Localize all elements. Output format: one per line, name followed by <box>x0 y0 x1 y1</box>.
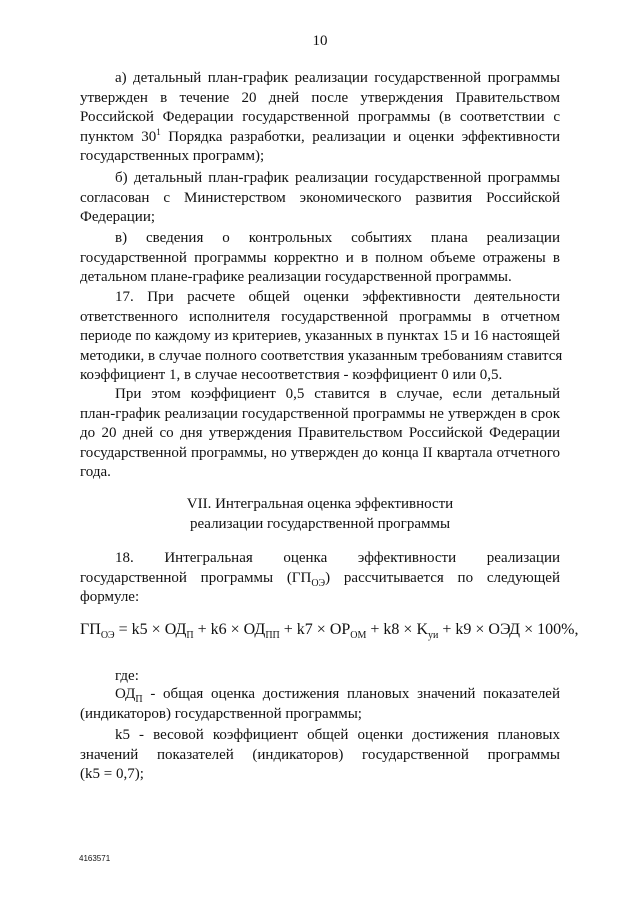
text-line: значений показателей (индикаторов) государственной программы <box>80 746 560 763</box>
text-line: в) сведения о контрольных событиях плана реализации <box>115 230 560 246</box>
subscript: П <box>135 694 143 705</box>
paragraph-a <box>80 69 560 167</box>
subscript: ОЭ <box>311 577 326 589</box>
text-line: периоде по каждому из критериев, указанных в пунктах 15 и 16 настоящей <box>80 328 560 345</box>
text-line: государственной программы корректно и в полном объеме отражены в <box>80 249 560 266</box>
text-line: При этом коэффициент 0,5 ставится в случае, если детальный <box>115 386 560 402</box>
definition-od <box>80 685 560 724</box>
heading-line: реализации государственной программы <box>189 516 451 532</box>
text-line: до 20 дней со дня утверждения Правительством Российской Федерации <box>80 425 560 442</box>
paragraph-v <box>80 229 560 288</box>
paragraph-note <box>80 385 560 483</box>
text-fragment: Порядка разработки, реализации и оценки эффективности <box>160 128 560 145</box>
text-line: методики, в случае полного соответствия указанным требованиям ставится <box>80 347 563 364</box>
text-line: года. <box>80 464 111 481</box>
formula-part: + k8 × K <box>366 621 428 638</box>
paragraph-b <box>80 169 560 228</box>
subscript: П <box>186 630 194 641</box>
where-label: где: <box>115 668 139 684</box>
paragraph-17 <box>80 288 563 386</box>
formula-part: + k6 × ОД <box>193 621 266 638</box>
text-line <box>80 685 560 705</box>
text-line <box>80 128 560 148</box>
subscript: уи <box>428 630 439 641</box>
subscript: ОМ <box>350 630 367 641</box>
page-number: 10 <box>312 33 328 49</box>
formula-part: = k5 × ОД <box>114 621 187 638</box>
text-fragment: - общая оценка достижения плановых значений показателей <box>142 686 560 702</box>
formula-part: ГП <box>80 621 101 638</box>
paragraph-18 <box>80 549 560 608</box>
text-line: утвержден в течение 20 дней после утверждения Правительством <box>80 89 560 106</box>
text-fragment: государственной программы (ГП <box>80 569 312 586</box>
text-line: 18. Интегральная оценка эффективности реализации <box>115 550 560 566</box>
formula-part: + k9 × ОЭД × 100%, <box>438 621 579 638</box>
text-line: государственной программы, но утвержден до конца II квартала отчетного <box>80 444 560 461</box>
integral-formula <box>80 621 579 641</box>
text-line: государственных программ); <box>80 148 265 165</box>
symbol: ОД <box>115 686 136 702</box>
text-line: согласован с Министерством экономического развития Российской <box>80 189 560 206</box>
superscript: 1 <box>156 126 161 137</box>
text-line: k5 - весовой коэффициент общей оценки достижения плановых <box>115 727 560 743</box>
text-line: план-график реализации государственной программы не утвержден в срок <box>80 405 560 422</box>
text-line: (k5 = 0,7); <box>80 766 144 783</box>
text-fragment: ) рассчитывается по следующей <box>325 569 560 586</box>
heading-line: VII. Интегральная оценка эффективности <box>186 496 454 512</box>
text-line: б) детальный план-график реализации государственной программы <box>115 170 560 186</box>
text-line: (индикаторов) государственной программы; <box>80 705 362 722</box>
text-line: Федерации; <box>80 209 156 226</box>
section-heading <box>80 494 560 534</box>
text-line: а) детальный план-график реализации государственной программы <box>115 70 560 86</box>
subscript: ПП <box>265 630 280 641</box>
text-fragment: пунктом 30 <box>80 128 157 145</box>
document-id: 4163571 <box>79 854 111 863</box>
text-line: коэффициент 1, в случае несоответствия - коэффициент 0 или 0,5. <box>80 367 503 384</box>
subscript: ОЭ <box>100 630 115 641</box>
definition-k5 <box>80 726 560 785</box>
text-line: детальном плане-графике реализации государственной программы. <box>80 269 512 286</box>
text-line <box>80 569 560 589</box>
text-line: 17. При расчете общей оценки эффективности деятельности <box>115 289 560 305</box>
text-line: формуле: <box>80 589 140 606</box>
formula-part: + k7 × ОР <box>279 621 351 638</box>
text-line: ответственного исполнителя государственной программы в отчетном <box>80 308 560 325</box>
where-label-block <box>80 667 560 687</box>
text-line: Российской Федерации государственной программы (в соответствии с <box>80 109 560 126</box>
